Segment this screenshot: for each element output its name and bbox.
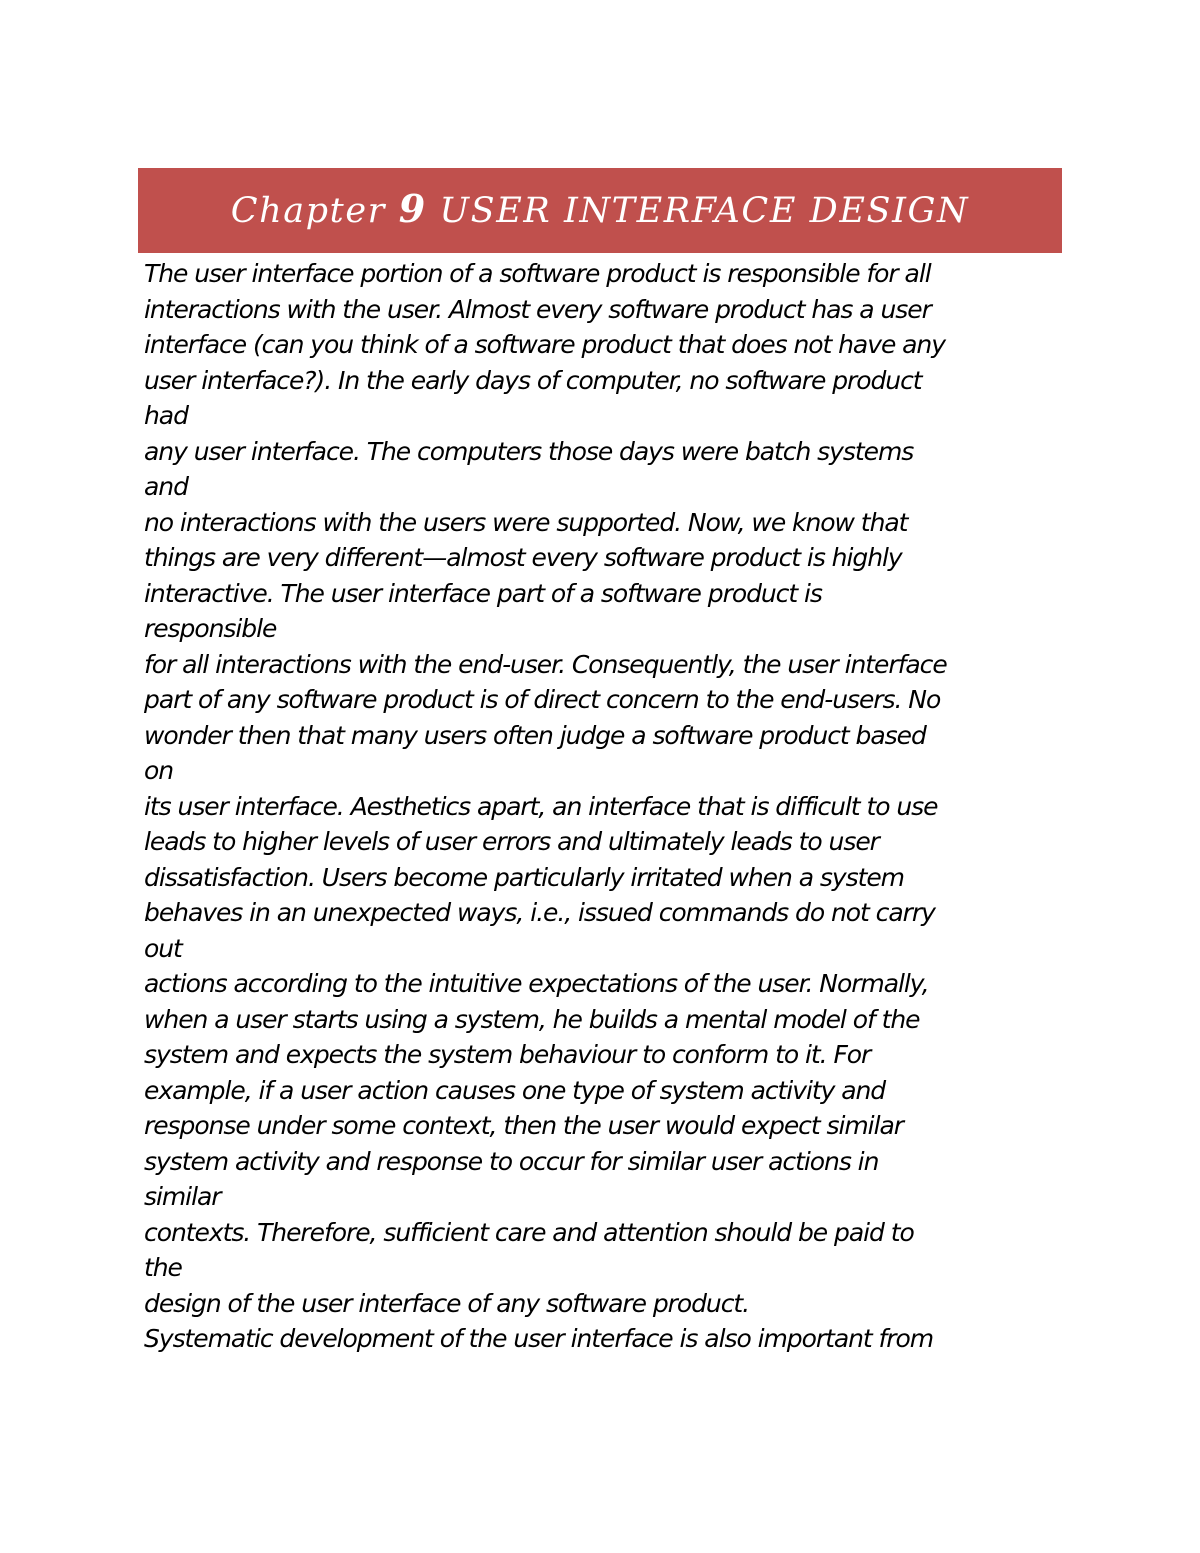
body-line: response under some context, then the user would expect similar — [144, 1111, 903, 1140]
body-line: had — [144, 401, 188, 430]
body-line: example, if a user action causes one type of system activity and — [144, 1075, 886, 1105]
body-line: leads to higher levels of user errors and ultimately leads to user — [144, 827, 879, 856]
body-line: similar — [144, 1182, 221, 1211]
body-line: any user interface. The computers those days were batch systems — [144, 436, 914, 466]
body-line: no interactions with the users were supported. Now, we know that — [144, 507, 908, 537]
body-line: Systematic development of the user interface is also important from — [144, 1324, 934, 1353]
chapter-heading — [231, 186, 970, 231]
body-line: interactive. The user interface part of a software product is — [144, 578, 822, 608]
body-line: user interface?). In the early days of computer, no software product — [144, 365, 922, 395]
body-line: out — [144, 933, 182, 963]
body-line: its user interface. Aesthetics apart, an interface that is difficult to use — [144, 791, 938, 821]
body-line: system and expects the system behaviour to conform to it. For — [144, 1040, 871, 1069]
body-line: things are very different—almost every software product is highly — [144, 543, 902, 572]
body-line: wonder then that many users often judge a software product based — [144, 720, 926, 750]
body-line: dissatisfaction. Users become particularly irritated when a system — [144, 862, 904, 892]
chapter-number: 9 — [398, 186, 427, 231]
body-line: behaves in an unexpected ways, i.e., issued commands do not carry — [144, 898, 935, 927]
chapter-title-text: USER INTERFACE DESIGN — [439, 191, 970, 231]
body-line: contexts. Therefore, sufficient care and attention should be paid to — [144, 1217, 914, 1247]
body-paragraph — [144, 256, 1144, 1357]
body-line: the — [144, 1253, 182, 1282]
body-line: interface (can you think of a software product that does not have any — [144, 330, 945, 359]
body-line: for all interactions with the end-user. Consequently, the user interface — [144, 649, 947, 679]
body-line: on — [144, 756, 174, 785]
body-line: responsible — [144, 614, 277, 643]
body-line: actions according to the intuitive expectations of the user. Normally, — [144, 969, 929, 998]
body-line: The user interface portion of a software product is responsible for all — [144, 259, 931, 288]
body-line: system activity and response to occur for similar user actions in — [144, 1146, 879, 1176]
body-line: and — [144, 472, 188, 501]
body-line: when a user starts using a system, he builds a mental model of the — [144, 1004, 920, 1034]
body-line: interactions with the user. Almost every software product has a user — [144, 294, 931, 324]
body-line: part of any software product is of direct concern to the end-users. No — [144, 685, 941, 714]
chapter-label: Chapter — [230, 191, 386, 231]
body-line: design of the user interface of any software product. — [144, 1288, 750, 1318]
chapter-banner — [138, 168, 1062, 253]
